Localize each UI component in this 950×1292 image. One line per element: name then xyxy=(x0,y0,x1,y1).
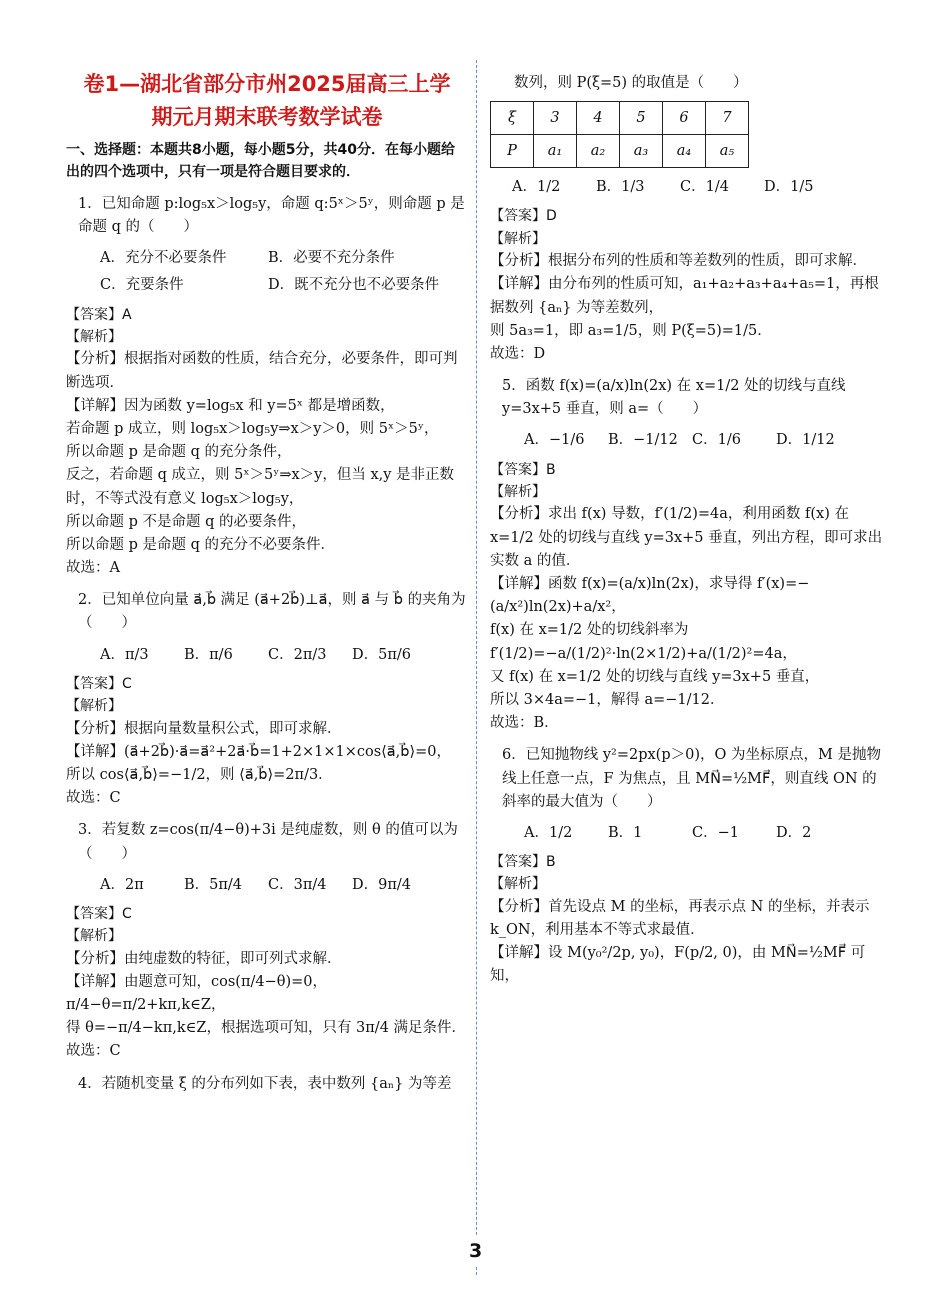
analysis-label: 【解析】 xyxy=(490,230,546,247)
page-number: 3 xyxy=(467,1236,484,1266)
solution-line: f(x) 在 x=1/2 处的切线斜率为 f′(1/2)=−a/(1/2)²·ln(2×1/2)+a/(1/2)²=4a， xyxy=(490,622,797,662)
solution-line: 反之，若命题 q 成立，则 5ˣ＞5ʸ⇒x＞y，但当 x,y 是非正数时，不等式没有意义 log₅x＞log₅y， xyxy=(66,467,455,507)
table-cell: a₃ xyxy=(620,135,663,168)
table-cell: a₂ xyxy=(577,135,620,168)
options xyxy=(524,822,890,845)
left-column xyxy=(66,68,468,1096)
solution-line: 【分析】由纯虚数的特征，即可列式求解． xyxy=(66,950,342,967)
question-4-start xyxy=(66,1073,468,1096)
table-cell: 4 xyxy=(577,102,620,135)
option-a: A．1/2 xyxy=(524,824,573,841)
solution-line: 【详解】函数 f(x)=(a/x)ln(2x)，求导得 f′(x)=−(a/x²)ln(2x)+a/x²， xyxy=(490,576,810,616)
options xyxy=(100,247,468,297)
solution-line: 所以命题 p 是命题 q 的充分条件， xyxy=(66,444,292,461)
option-d: D．既不充分也不必要条件 xyxy=(268,277,440,294)
answer: 【答案】C xyxy=(66,905,132,922)
question-3 xyxy=(66,819,468,897)
option-d: D．1/5 xyxy=(764,179,814,196)
table-cell: ξ xyxy=(491,102,534,135)
solution-line: 【分析】首先设点 M 的坐标，再表示点 N 的坐标，并表示 k_ON，利用基本不等式求最值． xyxy=(490,898,870,939)
title-line-2: 期元月期末联考数学试卷 xyxy=(151,104,383,129)
option-d: D．5π/6 xyxy=(352,646,411,663)
solution-line: 【详解】(a⃗+2b⃗)·a⃗=a⃗²+2a⃗·b⃗=1+2×1×1×cos⟨a⃗,b⃗⟩=0， xyxy=(66,743,452,760)
options xyxy=(100,644,468,667)
question-stem: 6．已知抛物线 y²=2px(p＞0)，O 为坐标原点，M 是抛物线上任意一点，F 为焦点，且 MN⃗=½MF⃗，则直线 ON 的斜率的最大值为（ ） xyxy=(502,747,881,810)
solution-line: 则 5a₃=1，即 a₃=1/5，则 P(ξ=5)=1/5． xyxy=(490,322,772,339)
question-2 xyxy=(66,589,468,667)
solution-line: 所以命题 p 不是命题 q 的必要条件， xyxy=(66,513,306,530)
solution-line: 得 θ=−π/4−kπ,k∈Z，根据选项可知，只有 3π/4 满足条件． xyxy=(66,1020,467,1037)
question-stem: 5．函数 f(x)=(a/x)ln(2x) 在 x=1/2 处的切线与直线 y=3x+5 垂直，则 a=（ ） xyxy=(502,378,846,418)
option-b: B．1 xyxy=(608,824,643,841)
table-row xyxy=(491,135,749,168)
table-cell: 3 xyxy=(534,102,577,135)
solution-line: 【分析】求出 f(x) 导数，f′(1/2)=4a，利用函数 f(x) 在 x=1/2 处的切线与直线 y=3x+5 垂直，列出方程，即可求出实数 a 的值． xyxy=(490,506,883,569)
exam-title xyxy=(66,68,468,133)
answer: 【答案】C xyxy=(66,675,132,692)
option-a: A．−1/6 xyxy=(524,432,585,449)
solution-line: 所以 3×4a=−1，解得 a=−1/12． xyxy=(490,691,725,708)
option-b: B．−1/12 xyxy=(608,432,678,449)
question-4-continued: 数列，则 P(ξ=5) 的取值是（ ） xyxy=(514,75,748,91)
column-divider xyxy=(476,60,477,1275)
option-b: B．5π/4 xyxy=(184,876,243,893)
table-row xyxy=(491,102,749,135)
table-cell: a₅ xyxy=(706,135,749,168)
question-stem: 2．已知单位向量 a⃗,b⃗ 满足 (a⃗+2b⃗)⊥a⃗，则 a⃗ 与 b⃗ 的夹角为（ ） xyxy=(78,592,466,632)
solution-line: 故选：D xyxy=(490,345,546,362)
option-a: A．2π xyxy=(100,876,144,893)
solution-line: 故选：B． xyxy=(490,715,559,732)
option-c: C．充要条件 xyxy=(100,277,184,294)
solution-line: 【分析】根据向量数量积公式，即可求解． xyxy=(66,720,342,737)
section-heading: 一、选择题：本题共8小题，每小题5分，共40分．在每小题给出的四个选项中，只有一项是符合题目要求的． xyxy=(66,142,455,181)
solution-line: 所以命题 p 是命题 q 的充分不必要条件． xyxy=(66,536,335,553)
option-a: A．π/3 xyxy=(100,646,149,663)
solution-line: 【详解】因为函数 y=log₅x 和 y=5ˣ 都是增函数， xyxy=(66,397,395,414)
option-b: B．1/3 xyxy=(596,179,645,196)
answer: 【答案】B xyxy=(490,461,556,478)
analysis-label: 【解析】 xyxy=(490,876,546,893)
table-cell: 6 xyxy=(663,102,706,135)
solution-line: 故选：A xyxy=(66,560,120,577)
option-c: C．3π/4 xyxy=(268,876,327,893)
analysis-label: 【解析】 xyxy=(490,484,546,501)
option-c: C．2π/3 xyxy=(268,646,327,663)
question-5 xyxy=(490,375,890,453)
table-cell: P xyxy=(491,135,534,168)
option-d: D．9π/4 xyxy=(352,876,411,893)
options xyxy=(524,429,890,452)
analysis-label: 【解析】 xyxy=(66,928,122,945)
solution-line: 【分析】根据指对函数的性质，结合充分，必要条件，即可判断选项． xyxy=(66,351,458,391)
solution-line: 【详解】由题意可知，cos(π/4−θ)=0，π/4−θ=π/2+kπ,k∈Z， xyxy=(66,973,327,1014)
question-1 xyxy=(66,193,468,298)
question-stem: 3．若复数 z=cos(π/4−θ)+3i 是纯虚数，则 θ 的值可以为（ ） xyxy=(78,822,458,862)
option-c: C．1/4 xyxy=(680,179,729,196)
solution-line: 【详解】设 M(y₀²/2p, y₀)，F(p/2, 0)，由 MN⃗=½MF⃗ 可知， xyxy=(490,945,866,985)
answer: 【答案】B xyxy=(490,854,556,871)
solution-line: 【详解】由分布列的性质可知，a₁+a₂+a₃+a₄+a₅=1，再根据数列 {aₙ} 为等差数列， xyxy=(490,276,879,316)
solution-line: 【分析】根据分布列的性质和等差数列的性质，即可求解． xyxy=(490,253,867,270)
analysis-label: 【解析】 xyxy=(66,698,122,715)
option-a: A．1/2 xyxy=(512,179,561,196)
option-b: B．π/6 xyxy=(184,646,233,663)
option-a: A．充分不必要条件 xyxy=(100,250,227,267)
option-b: B．必要不充分条件 xyxy=(268,250,395,267)
option-c: C．−1 xyxy=(692,824,739,841)
option-c: C．1/6 xyxy=(692,432,741,449)
answer: 【答案】D xyxy=(490,208,557,225)
analysis-label: 【解析】 xyxy=(66,329,122,346)
question-6 xyxy=(490,744,890,845)
option-d: D．2 xyxy=(776,824,812,841)
table-cell: 5 xyxy=(620,102,663,135)
options xyxy=(100,874,468,897)
solution-line: 所以 cos⟨a⃗,b⃗⟩=−1/2，则 ⟨a⃗,b⃗⟩=2π/3． xyxy=(66,767,333,783)
solution-line: 故选：C xyxy=(66,790,121,807)
question-stem: 4．若随机变量 ξ 的分布列如下表，表中数列 {aₙ} 为等差 xyxy=(78,1075,452,1092)
question-stem: 1．已知命题 p:log₅x＞log₅y，命题 q:5ˣ＞5ʸ，则命题 p 是命题 q 的（ ） xyxy=(78,195,465,236)
distribution-table xyxy=(490,101,749,168)
title-line-1: 卷1—湖北省部分市州2025届高三上学 xyxy=(83,72,451,96)
table-cell: a₁ xyxy=(534,135,577,168)
solution-line: 又 f(x) 在 x=1/2 处的切线与直线 y=3x+5 垂直， xyxy=(490,668,820,685)
right-column xyxy=(490,72,890,989)
solution-line: 故选：C xyxy=(66,1043,121,1060)
solution-line: 若命题 p 成立，则 log₅x＞log₅y⇒x＞y＞0，则 5ˣ＞5ʸ， xyxy=(66,420,439,437)
answer: 【答案】A xyxy=(66,306,132,323)
table-cell: a₄ xyxy=(663,135,706,168)
table-cell: 7 xyxy=(706,102,749,135)
options xyxy=(512,176,890,199)
option-d: D．1/12 xyxy=(776,432,835,449)
